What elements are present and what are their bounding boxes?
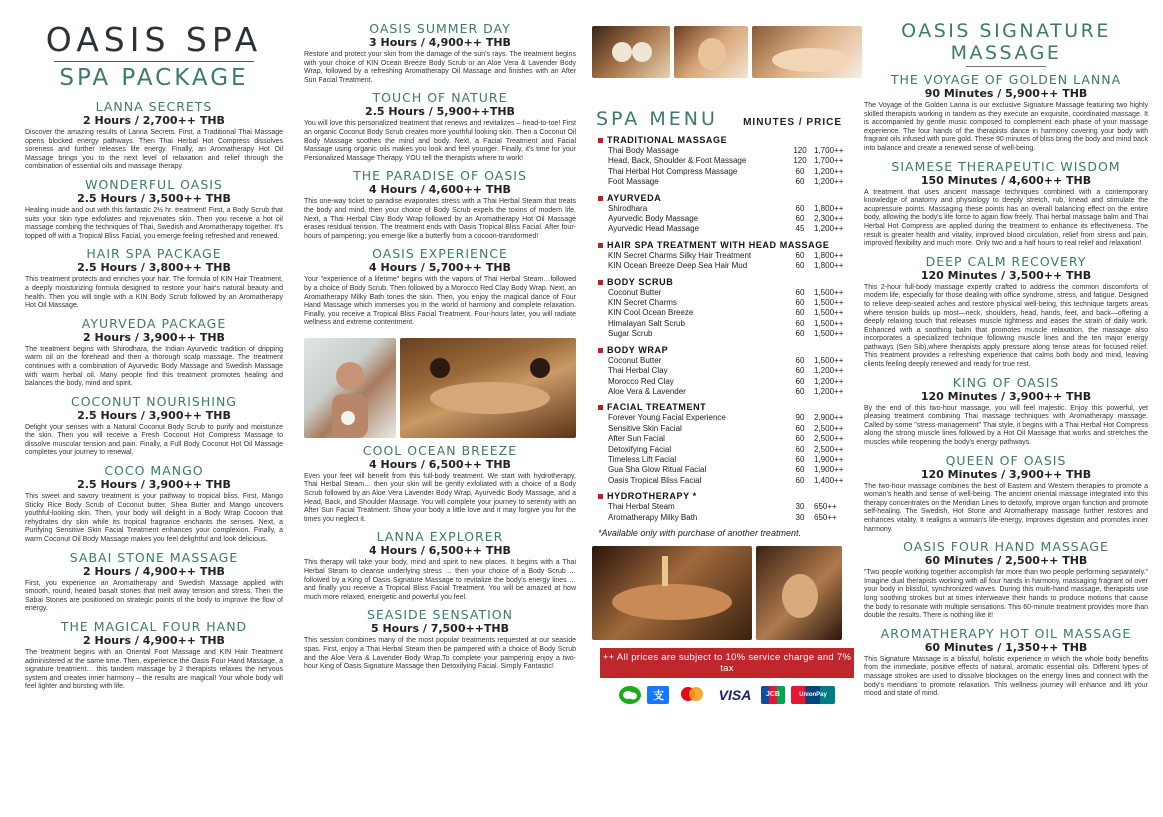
menu-item [598, 146, 862, 156]
menu-item-name: Himalayan Salt Scrub [608, 318, 685, 328]
signature-list [864, 73, 1148, 699]
compress-icon [592, 26, 670, 78]
menu-item-price: 2,500++ [814, 434, 844, 444]
package-duration-price: 4 Hours / 6,500++ THB [369, 457, 511, 471]
package-name: TOUCH OF NATURE [372, 90, 508, 106]
unionpay-icon: UnionPay [791, 686, 835, 704]
square-bullet-icon [598, 280, 603, 285]
menu-item-price: 650++ [814, 512, 837, 522]
menu-item-minutes: 60 [795, 287, 805, 297]
package-description: "Two people working together accomplish far more than two people performing separately." Imagine dual therapists working with all four hands in harmony, massaging fragrant oil over your body in blissful, synchronized waves. During this multi-hand massage, therapists use long soothing strokes but at times interweave their hands to produce motions that cause the body to resonate with multiple sensations. This 60-minute treatment provides more than double the results. There is nothing like it! [864, 569, 1148, 620]
menu-item [598, 502, 862, 512]
menu-item-name: Thai Herbal Steam [608, 502, 675, 512]
wechat-pay-icon [619, 686, 641, 704]
menu-item-price: 1,500++ [814, 308, 844, 318]
brand-divider [54, 61, 254, 62]
menu-item-name: Thai Herbal Clay [608, 366, 668, 376]
menu-item-price: 1,700++ [814, 146, 844, 155]
package-name: SEASIDE SENSATION [367, 607, 513, 623]
svg-text:支: 支 [653, 688, 664, 702]
package-duration-price: 4 Hours / 4,600++ THB [369, 183, 511, 197]
back-massage-icon [752, 26, 862, 78]
menu-category-heading [598, 345, 862, 356]
package-description: The treatment begins with an Oriental Foot Massage and KIN Hair Treatment administered at the same time. Then, experience the Oasis Four Hand Massage, a signature treatment… this tandem massage by 2 therapists relaxes the nervous system and creates inner harmony – the results are magical! Your whole body will feel lighter and bursting with life. [25, 649, 283, 691]
menu-header [592, 108, 862, 130]
menu-list [592, 135, 862, 523]
package-duration-price: 60 Minutes / 1,350++ THB [924, 640, 1088, 654]
menu-photos [592, 26, 862, 78]
package-description: This sweet and savory treatment is your pathway to tropical bliss. First, Mango Sticky Rice Body Scrub of Coconut butter, Shea Butter and Mango uncovers youthful-looking skin. Then, your body will delight in a Body Wrap Cocoon that rehydrates dry skin while its tropical fragrance enchants the senses. Next, a Purifying Sensitive Skin Facial Treatment enhances your complexion. Finally, a warm Coconut Oil Body Massage makes you feel delightful and look delicious. [25, 493, 283, 544]
package-section [304, 169, 576, 241]
menu-item-name: KIN Cool Ocean Breeze [608, 308, 694, 318]
menu-item-minutes: 60 [795, 261, 805, 271]
package-description: The treatment begins with Shirodhara, the Indian Ayurvedic tradition of dripping warm oil on the forehead and then a thorough scalp massage. The treatment continues with a combination of Ayurvedic Body Massage and Swedish Massage with warm herbal oil. Many people find this treatment promotes healing and balances the body, mind and spirit. [25, 345, 283, 388]
package-section [25, 620, 283, 692]
menu-item [598, 377, 862, 387]
menu-item-price: 1,400++ [814, 475, 844, 485]
menu-item-minutes: 60 [795, 203, 805, 213]
menu-item-price: 1,500++ [814, 329, 844, 339]
package-list-bottom [304, 444, 576, 672]
menu-category-name: HAIR SPA TREATMENT WITH HEAD MASSAGE [607, 239, 830, 250]
menu-item-minutes: 60 [795, 318, 805, 328]
package-description: Discover the amazing results of Lanna Secrets. First, a Traditional Thai Massage opens blocked energy pathways. Then Thai Herbal Hot Compress dissolves soreness and further releases life energy. Finally, an Aromatherapy Hot Oil Massage brings you to the next level of relaxation and relief through the combination of essential oils and massage therapy. [25, 129, 283, 171]
menu-item-price: 1,800++ [814, 250, 844, 260]
menu-category [598, 345, 862, 398]
photo-woman-flower [304, 338, 396, 438]
menu-item-price: 1,200++ [814, 177, 844, 187]
package-description: You will love this personalized treatment that renews and revitalizes – head-to-toe! First an organic Coconut Body Scrub creates more youthful looking skin. Then a Coconut Oil Body Massage soothes the mind and body. Next, a Facial Treatment and Facial Massage using organic oils makes you look and feel younger. Finally, it's time for your Personalized Massage Therapy. YOU tell the therapists where to work! [304, 120, 576, 162]
spa-menu-column [592, 0, 862, 817]
menu-item-name: Shirodhara [608, 203, 648, 213]
package-name: DEEP CALM RECOVERY [925, 253, 1087, 269]
menu-item-price: 2,500++ [814, 444, 844, 454]
menu-item [598, 329, 862, 339]
package-name: OASIS SUMMER DAY [369, 21, 511, 36]
menu-item-minutes: 60 [795, 250, 805, 260]
menu-item-name: After Sun Facial [608, 434, 665, 444]
package-section [25, 395, 283, 458]
menu-item-name: Aloe Vera & Lavender [608, 386, 686, 396]
massage-icon [400, 338, 576, 438]
menu-item [598, 356, 862, 366]
menu-item-price: 1,800++ [814, 203, 844, 213]
menu-item [598, 156, 862, 166]
signature-divider [966, 66, 1046, 67]
photo-back-massage [752, 26, 862, 78]
package-name: SIAMESE THERAPEUTIC WISDOM [891, 158, 1121, 174]
menu-item [598, 424, 862, 434]
menu-item-price: 2,300++ [814, 214, 844, 224]
menu-item-price: 1,200++ [814, 376, 844, 386]
menu-item-minutes: 60 [795, 376, 805, 386]
menu-item [598, 298, 862, 308]
menu-item-price: 1,500++ [814, 298, 844, 308]
menu-item-name: Coconut Butter [608, 355, 662, 365]
menu-item-name: Detoxifying Facial [608, 444, 672, 454]
menu-category-heading [598, 491, 862, 502]
menu-category [598, 240, 862, 272]
package-name: QUEEN OF OASIS [945, 452, 1067, 468]
menu-item-name: Head, Back, Shoulder & Foot Massage [608, 156, 747, 166]
menu-item-minutes: 60 [795, 166, 805, 176]
menu-item-price: 1,200++ [814, 366, 844, 376]
menu-item [598, 319, 862, 329]
package-name: KING OF OASIS [952, 374, 1060, 390]
menu-item [598, 434, 862, 444]
menu-columns-label: MINUTES / PRICE [743, 117, 842, 128]
menu-item-name: Gua Sha Glow Ritual Facial [608, 465, 707, 475]
menu-item-minutes: 60 [795, 308, 805, 318]
package-duration-price: 2 Hours / 3,900++ THB [83, 330, 225, 344]
menu-category-name: AYURVEDA [607, 192, 662, 203]
package-description: Restore and protect your skin from the damage of the sun's rays. The treatment begins with your choice of KIN Ocean Breeze Body Scrub or an Aloe Vera & Lavender Body Wrap, followed by a refreshing Aromatherapy Oil Massage and finishes with an After Sun Facial Treatment. [304, 51, 576, 84]
square-bullet-icon [598, 494, 603, 499]
payment-methods [592, 686, 862, 704]
menu-item-price: 1,200++ [814, 166, 844, 176]
menu-item-name: Coconut Butter [608, 287, 662, 297]
menu-item-name: Ayurvedic Head Massage [608, 224, 700, 234]
package-list [25, 100, 283, 692]
menu-item-price: 2,500++ [814, 423, 844, 433]
package-section [304, 608, 576, 671]
menu-item-minutes: 30 [795, 512, 805, 522]
menu-item-minutes: 60 [795, 386, 805, 396]
menu-category-heading [598, 135, 862, 146]
package-description: This therapy will take your body, mind and spirit to new places. It begins with a Thai Herbal Steam to cleanse underlying stress … then your choice of a Body Scrub …followed by a King of Oasis Signature Massage to revitalize the body's energy lines … and finally you receive a Tropical Bliss Facial Treatment. You will be amazed at how much more relaxed, energetic and powerful you feel. [304, 559, 576, 601]
oil-pour-icon [592, 546, 752, 640]
menu-item [598, 465, 862, 475]
package-name: COOL OCEAN BREEZE [362, 442, 518, 458]
package-name: AROMATHERAPY HOT OIL MASSAGE [880, 625, 1132, 641]
package-description: This one-way ticket to paradise evaporates stress with a Thai Herbal Steam that treats the body and mind, then your choice of Body Scrub expels the toxins of modern life. Next, a Thai Herbal Clay Body Wrap followed by an Aromatherapy Hot Oil Massage erases residual tension. The treatment ends with Oasis Tropical Bliss Facial. After four-hours of pampering; you emerge like a butterfly from a cocoon-transformed! [304, 198, 576, 240]
square-bullet-icon [598, 348, 603, 353]
package-name: THE MAGICAL FOUR HAND [60, 619, 248, 634]
package-description: The Voyage of the Golden Lanna is our exclusive Signature Massage featuring two highly skilled therapists working in tandem as they execute an exquisite, coordinated massage. It is accompanied by gentle music composed to complement each phase of your massage experience. The four hands of the therapists dance in harmony covering your body with fragrant oils infused with pure gold. These 90 minutes of bliss bring the body and mind back into balance and create a renewed sense of well-being. [864, 102, 1148, 152]
menu-item-name: Forever Young Facial Experience [608, 413, 726, 423]
menu-item-minutes: 60 [795, 366, 805, 376]
menu-category [598, 277, 862, 340]
menu-category-heading [598, 402, 862, 413]
tax-banner: ++ All prices are subject to 10% service charge and 7% tax [600, 648, 854, 678]
menu-item [598, 251, 862, 261]
photo-face-massage [756, 546, 842, 640]
menu-item-price: 650++ [814, 502, 837, 512]
package-duration-price: 60 Minutes / 2,500++ THB [924, 554, 1088, 568]
spa-package-column-2 [304, 0, 576, 817]
menu-item-minutes: 60 [795, 444, 805, 454]
menu-item-price: 1,200++ [814, 386, 844, 396]
signature-massage-column [864, 0, 1148, 817]
menu-item [598, 476, 862, 486]
face-icon [674, 26, 748, 78]
package-section [304, 91, 576, 163]
square-bullet-icon [598, 243, 603, 248]
menu-item-name: Oasis Tropical Bliss Facial [608, 475, 702, 485]
package-duration-price: 4 Hours / 5,700++ THB [369, 261, 511, 275]
menu-item [598, 455, 862, 465]
package-duration-price: 3 Hours / 4,900++ THB [369, 36, 511, 49]
package-section [864, 627, 1148, 699]
package-section [304, 530, 576, 602]
menu-item-minutes: 45 [795, 224, 805, 234]
package-name: AYURVEDA PACKAGE [81, 315, 227, 331]
package-description: This session combines many of the most popular treatments requested at our seaside spas. First, enjoy a Thai Herbal Steam then be pampered with a choice of Body Scrub and the Aloe Vera & Lavender Body Wrap.To complete your pampering enjoy a two-hour King of Oasis Signature Massage then Detoxifying Facial. Simply Fantastic! [304, 637, 576, 671]
menu-item [598, 224, 862, 234]
menu-item-name: Sugar Scrub [608, 329, 653, 339]
package-name: HAIR SPA PACKAGE [86, 246, 222, 262]
menu-item-name: Aromatherapy Milky Bath [608, 512, 698, 522]
menu-category-heading [598, 240, 862, 251]
menu-item-minutes: 60 [795, 434, 805, 444]
package-name: SABAI STONE MASSAGE [69, 549, 239, 565]
menu-item-name: Ayurvedic Body Massage [608, 214, 699, 224]
package-section [304, 22, 576, 85]
menu-item-minutes: 60 [795, 298, 805, 308]
menu-category-name: HYDROTHERAPY * [607, 491, 697, 502]
package-duration-price: 90 Minutes / 5,900++ THB [924, 87, 1088, 100]
package-section [864, 73, 1148, 154]
menu-item [598, 445, 862, 455]
menu-item-minutes: 120 [793, 156, 807, 166]
photo-row [304, 338, 576, 438]
menu-item-price: 1,500++ [814, 287, 844, 297]
spa-package-column [25, 0, 283, 817]
package-section [25, 178, 283, 241]
jcb-icon: JCB [761, 686, 785, 704]
face-massage-icon [756, 546, 842, 640]
menu-category [598, 402, 862, 486]
menu-item-minutes: 60 [795, 423, 805, 433]
menu-item-price: 1,700++ [814, 156, 844, 166]
menu-item [598, 413, 862, 423]
package-description: First, you experience an Aromatherapy and Swedish Massage applied with smooth, round, heated basalt stones that melt away tension and stress. Then the Sabai Stones are positioned on strategic points of the body to improve the flow of energy. [25, 579, 283, 613]
menu-item [598, 288, 862, 298]
menu-item [598, 214, 862, 224]
package-duration-price: 120 Minutes / 3,500++ THB [920, 268, 1092, 282]
package-section [304, 444, 576, 525]
package-duration-price: 2 Hours / 4,900++ THB [83, 634, 225, 647]
square-bullet-icon [598, 405, 603, 410]
package-section [25, 100, 283, 172]
package-description: Healing inside and out with this fantastic 2½ hr. treatment! First, a Body Scrub that suits your skin type exfoliates and rejuvenates skin. Then you receive a hot oil massage combing the techniques of Thai, Swedish and Aromatherapy together. It's topped off with a Tropical Bliss Facial, you emerge feeling refreshed and renewed. [25, 206, 283, 240]
menu-title: SPA MENU [596, 108, 718, 130]
menu-item-name: Thai Herbal Hot Compress Massage [608, 166, 738, 176]
package-duration-price: 2 Hours / 4,900++ THB [83, 564, 225, 578]
menu-item-minutes: 60 [795, 329, 805, 339]
menu-item-price: 2,900++ [814, 413, 844, 423]
square-bullet-icon [598, 138, 603, 143]
package-description: Your "experience of a lifetime" begins with the vapors of Thai Herbal Steam…followed by a choice of Body Scrub. Then followed by a Morocco Red Clay Body Wrap. Next, an Aromatherapy Milky Bath tones the skin. Then, you enjoy the magical dance of Four Hand Massage which immerses you in the world of harmony and complete relaxation. Finally, you receive a Tropical Bliss Facial Treatment. Four-hours later, you will radiate wellness and extreme contentment. [304, 276, 576, 327]
menu-item [598, 204, 862, 214]
package-duration-price: 2.5 Hours / 3,800++ THB [77, 261, 231, 275]
package-section [25, 551, 283, 614]
package-name: COCO MANGO [104, 463, 204, 479]
package-section [25, 317, 283, 389]
menu-item-name: Sensitive Skin Facial [608, 423, 682, 433]
package-description: A treatment that uses ancient massage techniques combined with a contemporary knowledge of anatomy and physiology to deeply stretch, rub, knead and stimulate the acupressure points. Massaging these points has an overall balancing effect on the entire body, allowing the body's life force to again flow freely. Thai herbal massage balm and Thai Herbal Hot Compress are applied during the treatment to enhance its effectiveness. The result is greater health and vitality, improved blood circulation, relief from stress and pain, improved flexibility and much more. Only two and a half hours to real relief and relaxation! [864, 188, 1148, 248]
menu-item-name: Morocco Red Clay [608, 376, 674, 386]
package-description: This treatment protects and enriches your hair. The formula of KIN Hair Treatment, a deeply moisturizing formula designed to restore your hair's natural beauty and health. Then you will tingle with a KIN Body Scrub followed by an Aromatherapy Hot Oil Massage. [25, 276, 283, 310]
brand-subtitle: SPA PACKAGE [59, 65, 249, 91]
menu-item-name: Thai Body Massage [608, 146, 679, 155]
package-description: This Signature Massage is a blissful, holistic experience in which the whole body benefits from the immediate, positive effects of natural, aromatic essential oils. Different types of massage strokes are used to dissolve blockages on the energy lines and connect with the body's meridians to promote relaxation. This wellness journey will enhance and lift your mood and state of mind. [864, 655, 1148, 698]
brand-title: OASIS SPA [45, 20, 263, 59]
package-section [25, 247, 283, 310]
menu-note: *Available only with purchase of another treatment. [598, 527, 801, 538]
package-section [864, 454, 1148, 535]
menu-category-name: BODY SCRUB [607, 276, 674, 287]
package-name: OASIS EXPERIENCE [372, 246, 508, 262]
package-section [304, 247, 576, 328]
menu-item [598, 387, 862, 397]
menu-item-minutes: 60 [795, 475, 805, 485]
package-description: Even your feet will benefit from this full-body treatment. We start with hydrotherapy, Thai Herbal Steam… then your skin will be gently exfoliated with a choice of a Body Scrub followed by an Aloe Vera Lavender Body Wrap, Ayurvedic Body Massage, and a Head, Back, and Shoulder Massage. You will complete your journey to serenity with an After Sun Facial Treatment. Show your body a little love and it may forgive you for the times you neglect it. [304, 472, 576, 523]
package-name: COCONUT NOURISHING [70, 393, 237, 409]
package-duration-price: 2 Hours / 2,700++ THB [83, 114, 225, 127]
package-description: Delight your senses with a Natural Coconut Body Scrub to purify and moisturize the skin. Then you will receive a Fresh Coconut Hot Compress Massage to dissolve muscular tension and pain. Finally, a Full Body Coconut Hot Oil Massage completes your journey to renewal. [25, 423, 283, 457]
menu-item [598, 308, 862, 318]
menu-item-minutes: 60 [795, 465, 805, 475]
menu-item-price: 1,900++ [814, 465, 844, 475]
menu-item [598, 261, 862, 271]
menu-item-name: KIN Ocean Breeze Deep Sea Hair Mud [608, 261, 748, 271]
menu-item [598, 513, 862, 523]
photo-four-hand-massage [400, 338, 576, 438]
menu-item-price: 1,500++ [814, 355, 844, 365]
menu-category-name: FACIAL TREATMENT [607, 402, 707, 413]
package-duration-price: 5 Hours / 7,500++THB [370, 622, 510, 636]
menu-item-minutes: 90 [795, 413, 805, 423]
menu-item-name: Timeless Lift Facial [608, 454, 677, 464]
package-description: The two-hour massage combines the best of Eastern and Western therapies to promote a woman's health and sense of well-being. The ancient oriental massage integrated into this therapy concentrates on the Meridian Lines to detoxify, improve organ function and promote self-healing. The Swedish, Hot Stone and Aromatherapy massage further restores and enhances vitality. It realigns a woman's life-energy, improves digestion and promotes inner harmony. [864, 482, 1148, 533]
package-description: By the end of this two-hour massage, you will feel majestic. Enjoy this powerful, yet pleasing treatment combining Thai massage techniques with Aromatherapy massage. Called by some "stress-management" Thai style, it begins with a Thai Herbal Hot Compress along the strong muscle lines followed by a Hot Oil Massage that works and stretches the muscles while reopening the body's energy pathways. [864, 404, 1148, 447]
package-section [25, 464, 283, 545]
photo-oil-pour [592, 546, 752, 640]
package-section [864, 160, 1148, 249]
package-duration-price: 120 Minutes / 3,900++ THB [920, 467, 1092, 481]
menu-category-name: BODY WRAP [607, 344, 669, 355]
visa-icon: VISA [718, 686, 752, 703]
menu-category-name: TRADITIONAL MASSAGE [607, 135, 728, 145]
menu-category-heading [598, 193, 862, 204]
package-duration-price: 2.5 Hours / 3,900++ THB [77, 478, 231, 492]
menu-item [598, 366, 862, 376]
package-duration-price: 120 Minutes / 3,900++ THB [920, 389, 1092, 403]
menu-item-price: 1,200++ [814, 224, 844, 234]
menu-item-name: KIN Secret Charms [608, 298, 677, 308]
package-duration-price: 2.5 Hours / 3,900++ THB [77, 408, 231, 422]
package-name: LANNA SECRETS [95, 99, 213, 114]
menu-item-minutes: 120 [793, 146, 807, 155]
package-list-top [304, 22, 576, 328]
photo-herbal-compress [592, 26, 670, 78]
menu-item-price: 1,900++ [814, 454, 844, 464]
package-name: WONDERFUL OASIS [85, 176, 223, 192]
package-name: THE PARADISE OF OASIS [353, 168, 527, 184]
menu-item [598, 167, 862, 177]
menu-category [598, 193, 862, 235]
mastercard-icon [675, 686, 709, 704]
menu-item-price: 1,800++ [814, 261, 844, 271]
package-section [864, 255, 1148, 370]
package-description: This 2-hour full-body massage expertly crafted to address the common discomforts of modern life, especially for those dealing with office syndrome, stress, and fatigue. Designed to relieve deep-seated aches and restore physical well-being, this technique targets areas where tension builds up most—neck, shoulders, head, hands, feet, and back—offering a deeply relaxing touch that releases muscle tightness and eases the strain of daily work. Enhanced with a soothing balm that promotes muscle relaxation, the massage also incorporates a specialized technique following muscle lines and the ten major energy pathways (Sen Sib),where therapists apply pressure along tense areas for focused relief. This treatment provides a refreshing experience that calms both body and mind, leaving clients feeling deeply renewed and ready for true rest. [864, 283, 1148, 369]
package-section [864, 540, 1148, 621]
package-duration-price: 2.5 Hours / 5,900++THB [365, 105, 515, 119]
menu-item-price: 1,500++ [814, 318, 844, 328]
menu-item-minutes: 60 [795, 177, 805, 187]
woman-icon [304, 338, 396, 438]
package-name: LANNA EXPLORER [376, 529, 504, 545]
menu-bottom-photos [592, 546, 862, 640]
menu-item-name: Foot Massage [608, 177, 659, 187]
alipay-icon [647, 686, 669, 704]
menu-item-minutes: 60 [795, 214, 805, 224]
package-duration-price: 2.5 Hours / 3,500++ THB [77, 191, 231, 205]
menu-item-minutes: 30 [795, 502, 805, 512]
package-section [864, 376, 1148, 448]
menu-category [598, 491, 862, 523]
package-name: OASIS FOUR HAND MASSAGE [903, 539, 1109, 555]
menu-category-heading [598, 277, 862, 288]
menu-item-name: KIN Secret Charms Silky Hair Treatment [608, 250, 752, 260]
package-duration-price: 4 Hours / 6,500++ THB [369, 544, 511, 558]
menu-category [598, 135, 862, 188]
photo-facial [674, 26, 748, 78]
menu-item-minutes: 60 [795, 355, 805, 365]
menu-item [598, 177, 862, 187]
package-duration-price: 150 Minutes / 4,600++ THB [920, 173, 1092, 187]
signature-title: OASIS SIGNATURE MASSAGE [901, 20, 1111, 64]
menu-item-minutes: 60 [795, 454, 805, 464]
package-name: THE VOYAGE OF GOLDEN LANNA [890, 72, 1122, 87]
square-bullet-icon [598, 196, 603, 201]
